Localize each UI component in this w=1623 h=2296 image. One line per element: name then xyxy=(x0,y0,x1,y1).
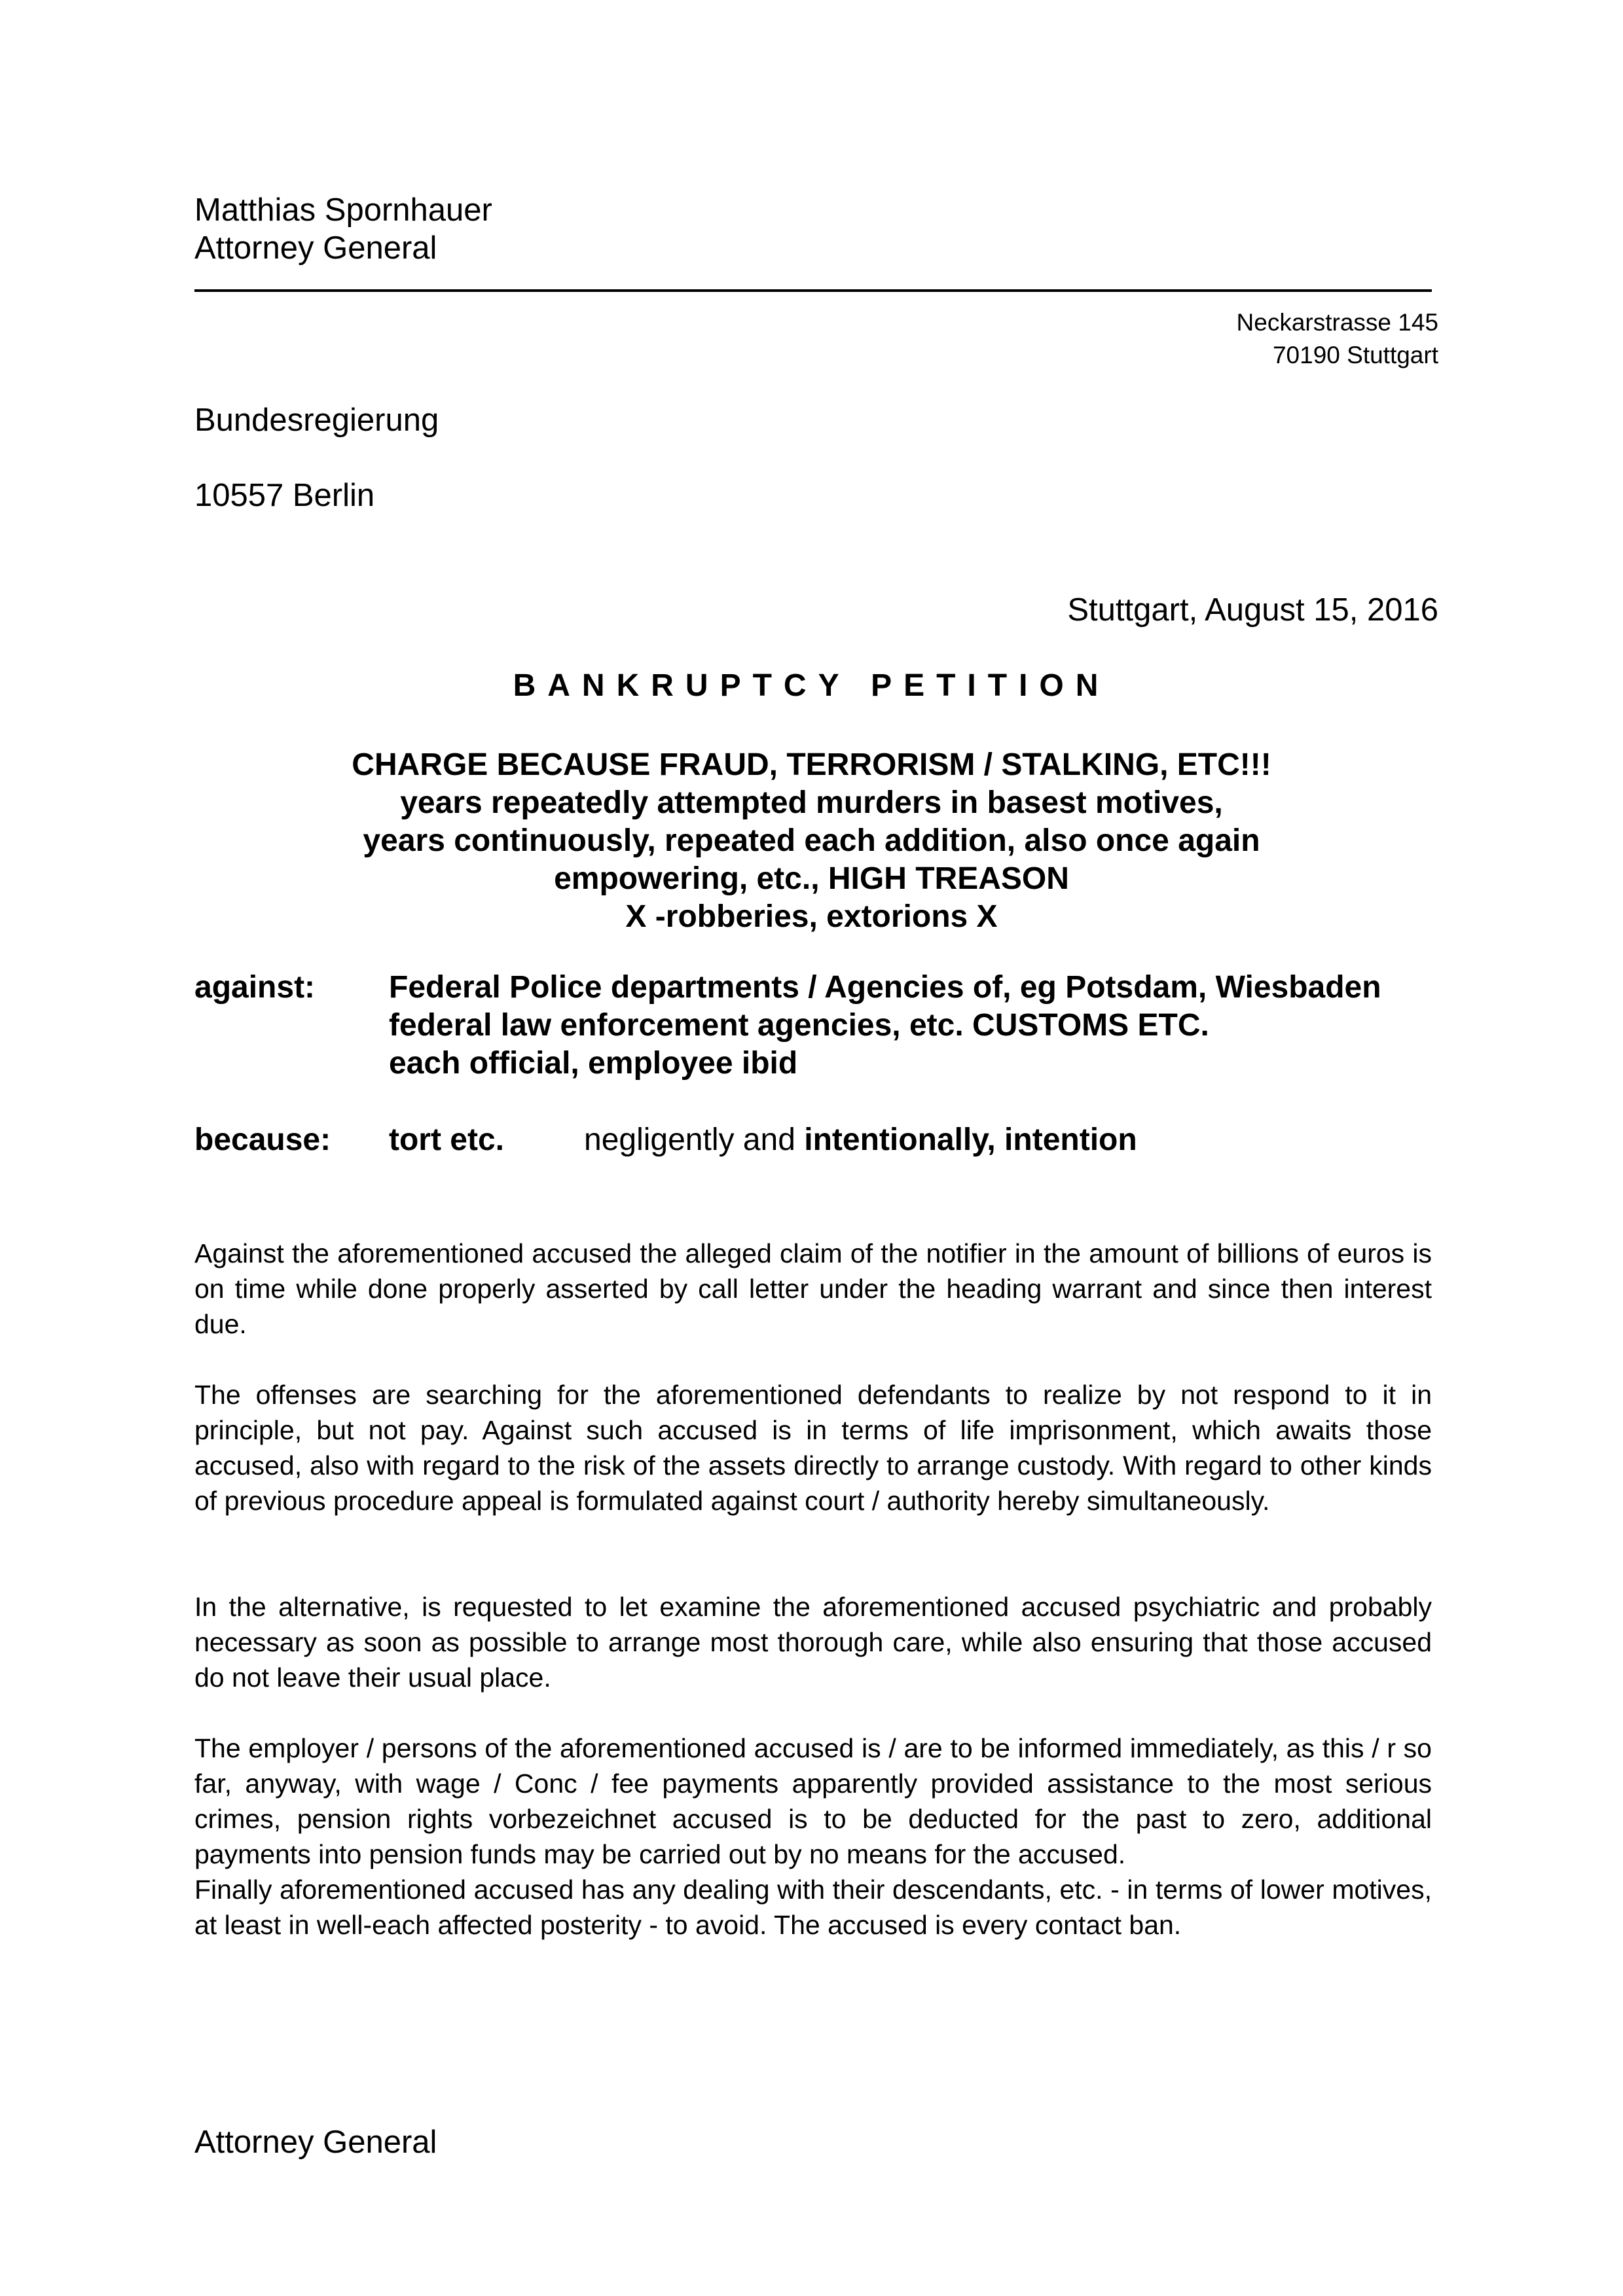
charge-line: empowering, etc., HIGH TREASON xyxy=(554,861,1069,896)
sender-address xyxy=(1237,306,1438,372)
because-middle-bold: intentionally, intention xyxy=(804,1122,1137,1157)
recipient-city: 10557 Berlin xyxy=(194,478,375,513)
paragraph-3 xyxy=(194,1589,1432,1695)
address-city: 70190 Stuttgart xyxy=(1272,342,1438,368)
because-value: tort etc. xyxy=(389,1122,505,1157)
charge-line: CHARGE BECAUSE FRAUD, TERRORISM / STALKING, ETC!!! xyxy=(352,747,1271,782)
because-middle: negligently and xyxy=(584,1122,795,1157)
charge-line: years continuously, repeated each addition, also once again xyxy=(363,823,1260,858)
recipient-name: Bundesregierung xyxy=(194,403,439,438)
paragraph-1 xyxy=(194,1236,1432,1342)
letter-date: Stuttgart, August 15, 2016 xyxy=(1067,592,1438,628)
against-line: each official, employee ibid xyxy=(389,1046,798,1081)
paragraph-2 xyxy=(194,1377,1432,1518)
sender-title: Attorney General xyxy=(194,230,437,266)
against-label: against: xyxy=(194,970,316,1005)
paragraph-text: In the alternative, is requested to let examine the aforementioned accused psychiatric and probably necessary as soon as possible to arrange most thorough care, while also ensuring that those accused do not leave their usual place. xyxy=(194,1592,1432,1693)
signature: Attorney General xyxy=(194,2125,437,2160)
paragraph-text: Finally aforementioned accused has any dealing with their descendants, etc. - in terms of lower motives, at least in well-each affected posterity - to avoid. The accused is every contact ban. xyxy=(194,1874,1432,1940)
charge-line: X -robberies, extorions X xyxy=(625,899,998,934)
paragraph-text: The offenses are searching for the aforementioned defendants to realize by not respond to it in principle, but not pay. Against such accused is in terms of life imprisonment, which awaits those accused, also with regard to the risk of the assets directly to arrange custody. With regard to other kinds of previous procedure appeal is formulated against court / authority hereby simultaneously. xyxy=(194,1380,1432,1516)
sender-block xyxy=(194,191,492,267)
paragraph-text: The employer / persons of the aforementioned accused is / are to be informed immediately, as this / r so far, anyway, with wage / Conc / fee payments apparently provided assistance to the most serious crimes, pension rights vorbezeichnet accused is to be deducted for the past to zero, additional payments into pension funds may be carried out by no means for the accused. xyxy=(194,1733,1432,1869)
because-detail xyxy=(584,1121,1137,1159)
document-title: BANKRUPTCY PETITION xyxy=(513,668,1110,703)
address-street: Neckarstrasse 145 xyxy=(1236,309,1438,336)
paragraph-text: Against the aforementioned accused the alleged claim of the notifier in the amount of billions of euros is on time while done properly asserted by call letter under the heading warrant and since then interest due. xyxy=(194,1238,1432,1339)
charge-line: years repeatedly attempted murders in basest motives, xyxy=(400,785,1223,820)
against-line: Federal Police departments / Agencies of, eg Potsdam, Wiesbaden xyxy=(389,970,1381,1005)
because-label: because: xyxy=(194,1122,331,1157)
against-line: federal law enforcement agencies, etc. CUSTOMS ETC. xyxy=(389,1008,1209,1043)
header-divider xyxy=(194,289,1432,292)
paragraph-4 xyxy=(194,1731,1432,1943)
charge-heading xyxy=(0,746,1623,936)
sender-name: Matthias Spornhauer xyxy=(194,192,492,228)
